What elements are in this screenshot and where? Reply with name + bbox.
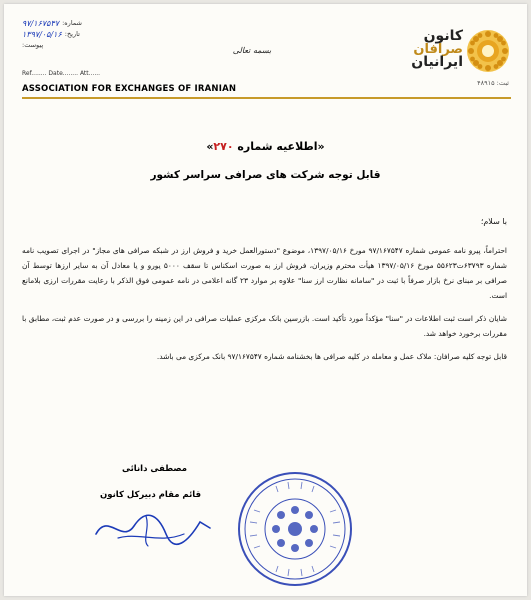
meta-date-label: تاریخ:	[64, 30, 80, 38]
notice-title-prefix: «اطلاعیه شماره	[237, 140, 325, 153]
paragraph-2: شایان ذکر است ثبت اطلاعات در "سنا" مؤکداً مورد تأکید است. بازرسین بانک مرکزی عملیات صرافی در این زمینه را بررسی و در صورت عدم ثبت، مطابق با مقررات برخورد خواهد شد.	[22, 314, 507, 338]
notice-title	[4, 140, 527, 153]
greeting: با سلام؛	[480, 217, 507, 226]
paragraph-1: احتراماً، پیرو نامه عمومی شماره ۹۷/۱۶۷۵۴۷ مورخ ۱۳۹۷/۰۵/۱۶، موضوع "دستورالعمل خرید و فروش ارز در شبکه صرافی های مجاز" در اجرای تصویب نامه شماره ۶۳۷۹۳ت۵۵۶۲۳ مورخ ۱۳۹۷/۰۵/۱۶ هیأت محترم وزیران، فروش ارز به صورت اسکناس تا سقف ۵۰۰۰ یورو و یا معادل آن به سایر ارزها توسط آن صرافی بر مبنای نرخ بازار صرفاً با ثبت در "سامانه نظارت ارز سنا" علاوه بر موارد ۲۳ گانه اعلامی در نامه عمومی فوق الذکر با رعایت مقررات ارزی بلامانع است.	[22, 246, 508, 300]
signatory-name: مصطفی دانائی	[122, 464, 188, 474]
header-divider	[22, 97, 511, 99]
association-logo	[363, 28, 511, 76]
official-seal-stamp	[236, 470, 354, 588]
association-name: ASSOCIATION FOR EXCHANGES OF IRANIAN	[22, 84, 237, 94]
document-page	[4, 4, 527, 596]
logo-line-3: ایرانیان	[411, 54, 463, 70]
paragraph-3: قابل توجه کلیه صرافان: ملاک عمل و معامله در کلیه صرافی ها بخشنامه شماره ۹۷/۱۶۷۵۴۷ بانک مرکزی می باشد.	[156, 352, 507, 361]
signatory-title: قائم مقام دبیرکل کانون	[100, 490, 202, 500]
meta-date-value: ۱۳۹۷/۰۵/۱۶	[22, 30, 62, 39]
meta-attach-label: پیوست:	[22, 41, 44, 49]
registration-number: ثبت: ۴۸۹۱۵	[477, 79, 509, 87]
basmala: بسمه تعالی	[232, 46, 272, 55]
ref-date-att-line: Ref........ Date........ Att......	[22, 70, 101, 77]
handwritten-signature	[88, 504, 218, 552]
sunburst-logo-icon	[465, 28, 511, 74]
letter-body	[22, 214, 507, 372]
notice-number: ۲۷۰	[213, 140, 234, 153]
logo-wordmark	[367, 30, 463, 69]
meta-number-value: ۹۷/۱۶۷۵۴۷	[22, 19, 60, 28]
notice-title-suffix: »	[206, 140, 214, 153]
meta-number-label: شماره:	[62, 19, 82, 27]
document-meta	[22, 18, 132, 51]
logo-line-2: صرافان	[413, 42, 463, 57]
notice-subtitle: قابل توجه شرکت های صرافی سراسر کشور	[150, 169, 381, 181]
logo-line-1: کانون	[423, 28, 463, 44]
